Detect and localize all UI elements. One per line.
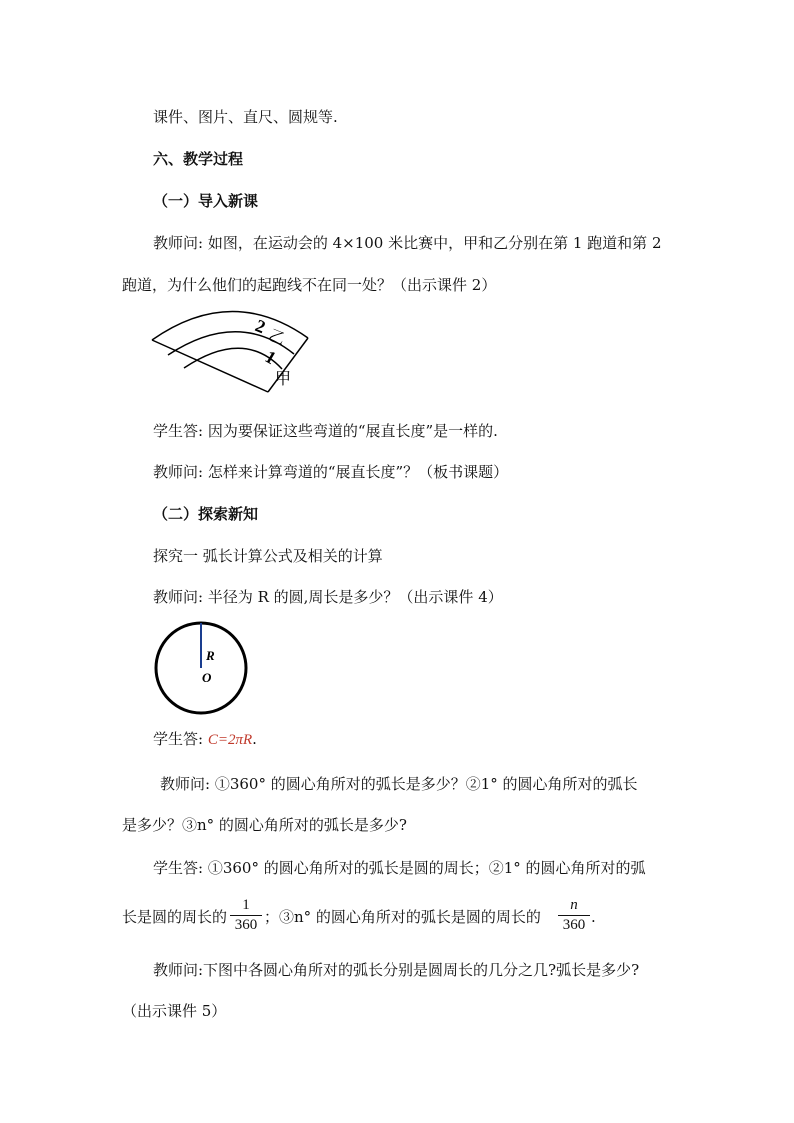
fraction-n-over-360	[558, 898, 590, 933]
radius-label: R	[206, 648, 215, 663]
lane-2-label: 2	[252, 315, 269, 338]
student-answer-2	[153, 732, 257, 748]
lane-1-label: 1	[261, 346, 280, 369]
teacher-question-5-cont: （出示课件 5）	[122, 1002, 227, 1020]
student-answer-3-part-c: .	[591, 908, 596, 926]
materials-line: 课件、图片、直尺、圆规等.	[153, 108, 338, 126]
student-answer-2-suffix: .	[252, 730, 257, 748]
fraction-2-denominator: 360	[562, 917, 586, 933]
student-answer-3: 学生答: ①360° 的圆心角所对的弧长是圆的周长；②1° 的圆心角所对的弧	[153, 859, 646, 877]
runner-yi-label: 乙	[265, 327, 288, 349]
student-answer-1: 学生答: 因为要保证这些弯道的“展直长度”是一样的.	[153, 422, 498, 440]
exploration-title: 探究一 弧长计算公式及相关的计算	[153, 547, 383, 565]
running-track-figure	[148, 302, 313, 394]
fraction-1-over-360	[230, 898, 262, 933]
teacher-question-2: 教师问: 怎样来计算弯道的“展直长度”？（板书课题）	[153, 463, 509, 481]
teacher-question-3: 教师问: 半径为 R 的圆,周长是多少？（出示课件 4）	[153, 588, 503, 606]
student-answer-3-part-b: ；③n° 的圆心角所对的弧长是圆的周长的	[264, 908, 541, 926]
student-answer-3-part-a: 长是圆的周长的	[122, 908, 228, 926]
center-label: O	[202, 670, 212, 685]
subsection-heading-2: （二）探索新知	[153, 505, 259, 523]
teacher-question-4: 教师问: ①360° 的圆心角所对的弧长是多少？②1° 的圆心角所对的弧长	[160, 775, 638, 793]
teacher-question-1: 教师问: 如图，在运动会的 4×100 米比赛中，甲和乙分别在第 1 跑道和第 2	[153, 234, 662, 252]
fraction-1-denominator: 360	[234, 917, 258, 933]
fraction-1-numerator: 1	[242, 897, 250, 913]
student-answer-2-prefix: 学生答:	[153, 730, 208, 748]
teacher-question-1-cont: 跑道，为什么他们的起跑线不在同一处？（出示课件 2）	[122, 276, 497, 294]
runner-jia-label: 甲	[275, 371, 292, 388]
teacher-question-4-cont: 是多少？③n° 的圆心角所对的弧长是多少?	[122, 816, 407, 834]
section-heading: 六、教学过程	[153, 150, 244, 168]
circle-figure	[150, 620, 252, 716]
subsection-heading-1: （一）导入新课	[153, 192, 259, 210]
teacher-question-5: 教师问:下图中各圆心角所对的弧长分别是圆周长的几分之几?弧长是多少?	[153, 961, 640, 979]
circumference-formula: C=2πR	[207, 732, 253, 748]
fraction-2-numerator: n	[570, 897, 578, 913]
